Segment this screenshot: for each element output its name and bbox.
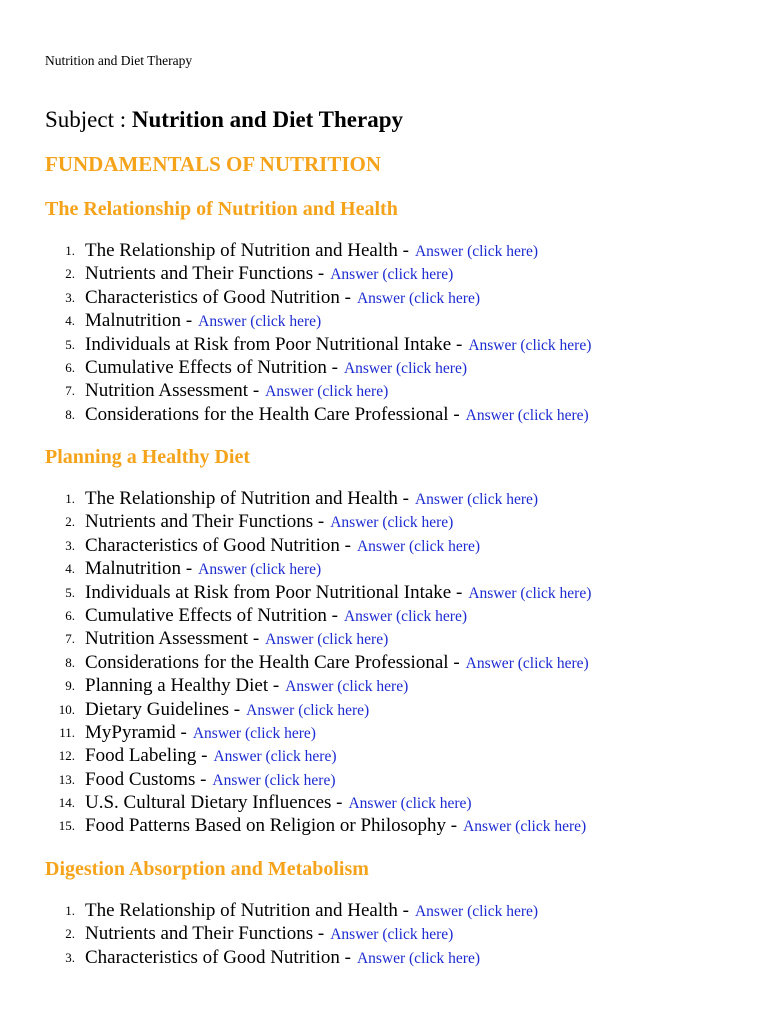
answer-link[interactable]: Answer (click here) bbox=[348, 795, 472, 813]
separator: - bbox=[339, 534, 351, 556]
list-item bbox=[45, 627, 591, 650]
answer-link[interactable]: Answer (click here) bbox=[246, 701, 370, 719]
answer-link[interactable]: Answer (click here) bbox=[198, 561, 322, 579]
question-text: Food Patterns Based on Religion or Philosophy bbox=[85, 815, 446, 837]
answer-link[interactable]: Answer (click here) bbox=[213, 748, 337, 766]
question-text: Dietary Guidelines bbox=[85, 698, 230, 720]
separator: - bbox=[326, 356, 338, 378]
question-text: Food Customs bbox=[85, 768, 196, 790]
answer-link[interactable]: Answer (click here) bbox=[285, 678, 409, 696]
answer-link[interactable]: Answer (click here) bbox=[356, 949, 481, 967]
item-number: 12. bbox=[58, 748, 75, 764]
section-heading: The Relationship of Nutrition and Health bbox=[45, 198, 398, 220]
item-number: 3. bbox=[65, 537, 75, 553]
separator: - bbox=[181, 558, 193, 580]
item-number: 7. bbox=[65, 383, 75, 399]
question-text: Nutrients and Their Functions bbox=[85, 511, 314, 533]
separator: - bbox=[313, 263, 325, 285]
list-item bbox=[45, 487, 591, 510]
separator: - bbox=[397, 900, 409, 921]
list-item bbox=[45, 379, 591, 402]
separator: - bbox=[397, 240, 409, 261]
separator: - bbox=[339, 286, 351, 308]
separator: - bbox=[181, 310, 193, 332]
item-number: 1. bbox=[65, 903, 75, 918]
answer-link[interactable]: Answer (click here) bbox=[356, 537, 481, 555]
item-number: 6. bbox=[65, 359, 75, 375]
list-item bbox=[45, 534, 591, 557]
item-number: 8. bbox=[65, 406, 75, 422]
question-text: Considerations for the Health Care Professional bbox=[85, 651, 449, 673]
question-text: Planning a Healthy Diet bbox=[85, 675, 269, 697]
item-number: 14. bbox=[58, 795, 75, 811]
separator: - bbox=[195, 768, 207, 790]
question-text: Characteristics of Good Nutrition bbox=[85, 946, 340, 968]
question-text: The Relationship of Nutrition and Health bbox=[85, 240, 398, 261]
separator: - bbox=[446, 815, 458, 837]
question-text: The Relationship of Nutrition and Health bbox=[85, 900, 398, 921]
answer-link[interactable]: Answer (click here) bbox=[463, 818, 587, 836]
answer-link[interactable]: Answer (click here) bbox=[356, 289, 481, 307]
list-item bbox=[45, 946, 538, 969]
separator: - bbox=[175, 721, 187, 743]
item-number: 1. bbox=[65, 243, 75, 258]
item-number: 5. bbox=[65, 584, 75, 600]
list-item bbox=[45, 557, 591, 580]
answer-link[interactable]: Answer (click here) bbox=[468, 584, 592, 602]
item-number: 15. bbox=[58, 818, 75, 834]
item-number: 4. bbox=[65, 313, 75, 329]
list-item bbox=[45, 581, 591, 604]
separator: - bbox=[313, 923, 325, 945]
question-text: MyPyramid bbox=[85, 721, 176, 743]
separator: - bbox=[229, 698, 241, 720]
question-text: Individuals at Risk from Poor Nutritional Intake bbox=[85, 581, 452, 603]
section-heading: Digestion Absorption and Metabolism bbox=[45, 858, 369, 880]
list-item bbox=[45, 651, 591, 674]
question-text: Cumulative Effects of Nutrition bbox=[85, 604, 327, 626]
subject-name: Nutrition and Diet Therapy bbox=[131, 107, 404, 132]
question-text: Food Labeling bbox=[85, 745, 197, 767]
answer-link[interactable]: Answer (click here) bbox=[330, 266, 454, 284]
question-text: U.S. Cultural Dietary Influences bbox=[85, 792, 332, 814]
separator: - bbox=[451, 333, 463, 355]
answer-link[interactable]: Answer (click here) bbox=[198, 313, 322, 331]
list-item bbox=[45, 403, 591, 426]
item-number: 6. bbox=[65, 607, 75, 623]
question-text: Characteristics of Good Nutrition bbox=[85, 534, 340, 556]
item-number: 5. bbox=[65, 336, 75, 352]
separator: - bbox=[448, 651, 460, 673]
separator: - bbox=[451, 581, 463, 603]
item-number: 2. bbox=[65, 266, 75, 282]
answer-link[interactable]: Answer (click here) bbox=[343, 607, 468, 625]
list-item bbox=[45, 899, 538, 922]
answer-link[interactable]: Answer (click here) bbox=[265, 631, 389, 649]
question-text: Nutrients and Their Functions bbox=[85, 923, 314, 945]
list-item bbox=[45, 309, 591, 332]
section-heading: Planning a Healthy Diet bbox=[45, 446, 251, 468]
item-number: 10. bbox=[58, 701, 75, 717]
question-list bbox=[45, 899, 538, 969]
answer-link[interactable]: Answer (click here) bbox=[192, 724, 316, 742]
subject-prefix: Subject : bbox=[45, 107, 132, 132]
list-item bbox=[45, 674, 591, 697]
answer-link[interactable]: Answer (click here) bbox=[212, 771, 336, 789]
answer-link[interactable]: Answer (click here) bbox=[330, 514, 454, 532]
answer-link[interactable]: Answer (click here) bbox=[343, 359, 468, 377]
answer-link[interactable]: Answer (click here) bbox=[265, 383, 389, 401]
subject-line bbox=[45, 105, 403, 135]
question-text: Cumulative Effects of Nutrition bbox=[85, 356, 327, 378]
item-number: 4. bbox=[65, 561, 75, 577]
question-list bbox=[45, 487, 591, 838]
item-number: 2. bbox=[65, 514, 75, 530]
question-text: Nutrients and Their Functions bbox=[85, 263, 314, 285]
list-item bbox=[45, 356, 591, 379]
running-header: Nutrition and Diet Therapy bbox=[45, 53, 193, 68]
list-item bbox=[45, 510, 591, 533]
answer-link[interactable]: Answer (click here) bbox=[414, 903, 539, 920]
list-item bbox=[45, 922, 538, 945]
question-text: Nutrition Assessment bbox=[85, 380, 249, 402]
separator: - bbox=[326, 604, 338, 626]
item-number: 9. bbox=[65, 678, 75, 694]
question-text: Characteristics of Good Nutrition bbox=[85, 286, 340, 308]
question-text: Individuals at Risk from Poor Nutritional Intake bbox=[85, 333, 452, 355]
separator: - bbox=[248, 380, 260, 402]
answer-link[interactable]: Answer (click here) bbox=[414, 243, 539, 260]
list-item bbox=[45, 604, 591, 627]
answer-link[interactable]: Answer (click here) bbox=[465, 406, 589, 424]
separator: - bbox=[331, 792, 343, 814]
item-number: 11. bbox=[59, 724, 75, 740]
question-text: The Relationship of Nutrition and Health bbox=[85, 488, 398, 509]
list-item bbox=[45, 286, 591, 309]
item-number: 2. bbox=[65, 926, 75, 942]
list-item bbox=[45, 721, 591, 744]
item-number: 3. bbox=[65, 949, 75, 965]
item-number: 13. bbox=[58, 771, 75, 787]
separator: - bbox=[339, 946, 351, 968]
answer-link[interactable]: Answer (click here) bbox=[414, 491, 539, 508]
item-number: 8. bbox=[65, 654, 75, 670]
list-item bbox=[45, 744, 591, 767]
list-item bbox=[45, 814, 591, 837]
answer-link[interactable]: Answer (click here) bbox=[330, 926, 454, 944]
question-text: Nutrition Assessment bbox=[85, 628, 249, 650]
question-text: Malnutrition bbox=[85, 558, 182, 580]
question-list bbox=[45, 239, 591, 426]
separator: - bbox=[397, 488, 409, 509]
item-number: 1. bbox=[65, 491, 75, 506]
question-text: Considerations for the Health Care Professional bbox=[85, 403, 449, 425]
answer-link[interactable]: Answer (click here) bbox=[468, 336, 592, 354]
separator: - bbox=[248, 628, 260, 650]
list-item bbox=[45, 791, 591, 814]
item-number: 7. bbox=[65, 631, 75, 647]
separator: - bbox=[196, 745, 208, 767]
list-item bbox=[45, 698, 591, 721]
answer-link[interactable]: Answer (click here) bbox=[465, 654, 589, 672]
separator: - bbox=[313, 511, 325, 533]
main-heading: FUNDAMENTALS OF NUTRITION bbox=[45, 152, 382, 176]
list-item bbox=[45, 239, 591, 262]
separator: - bbox=[448, 403, 460, 425]
separator: - bbox=[268, 675, 280, 697]
question-text: Malnutrition bbox=[85, 310, 182, 332]
item-number: 3. bbox=[65, 289, 75, 305]
list-item bbox=[45, 262, 591, 285]
list-item bbox=[45, 333, 591, 356]
list-item bbox=[45, 768, 591, 791]
